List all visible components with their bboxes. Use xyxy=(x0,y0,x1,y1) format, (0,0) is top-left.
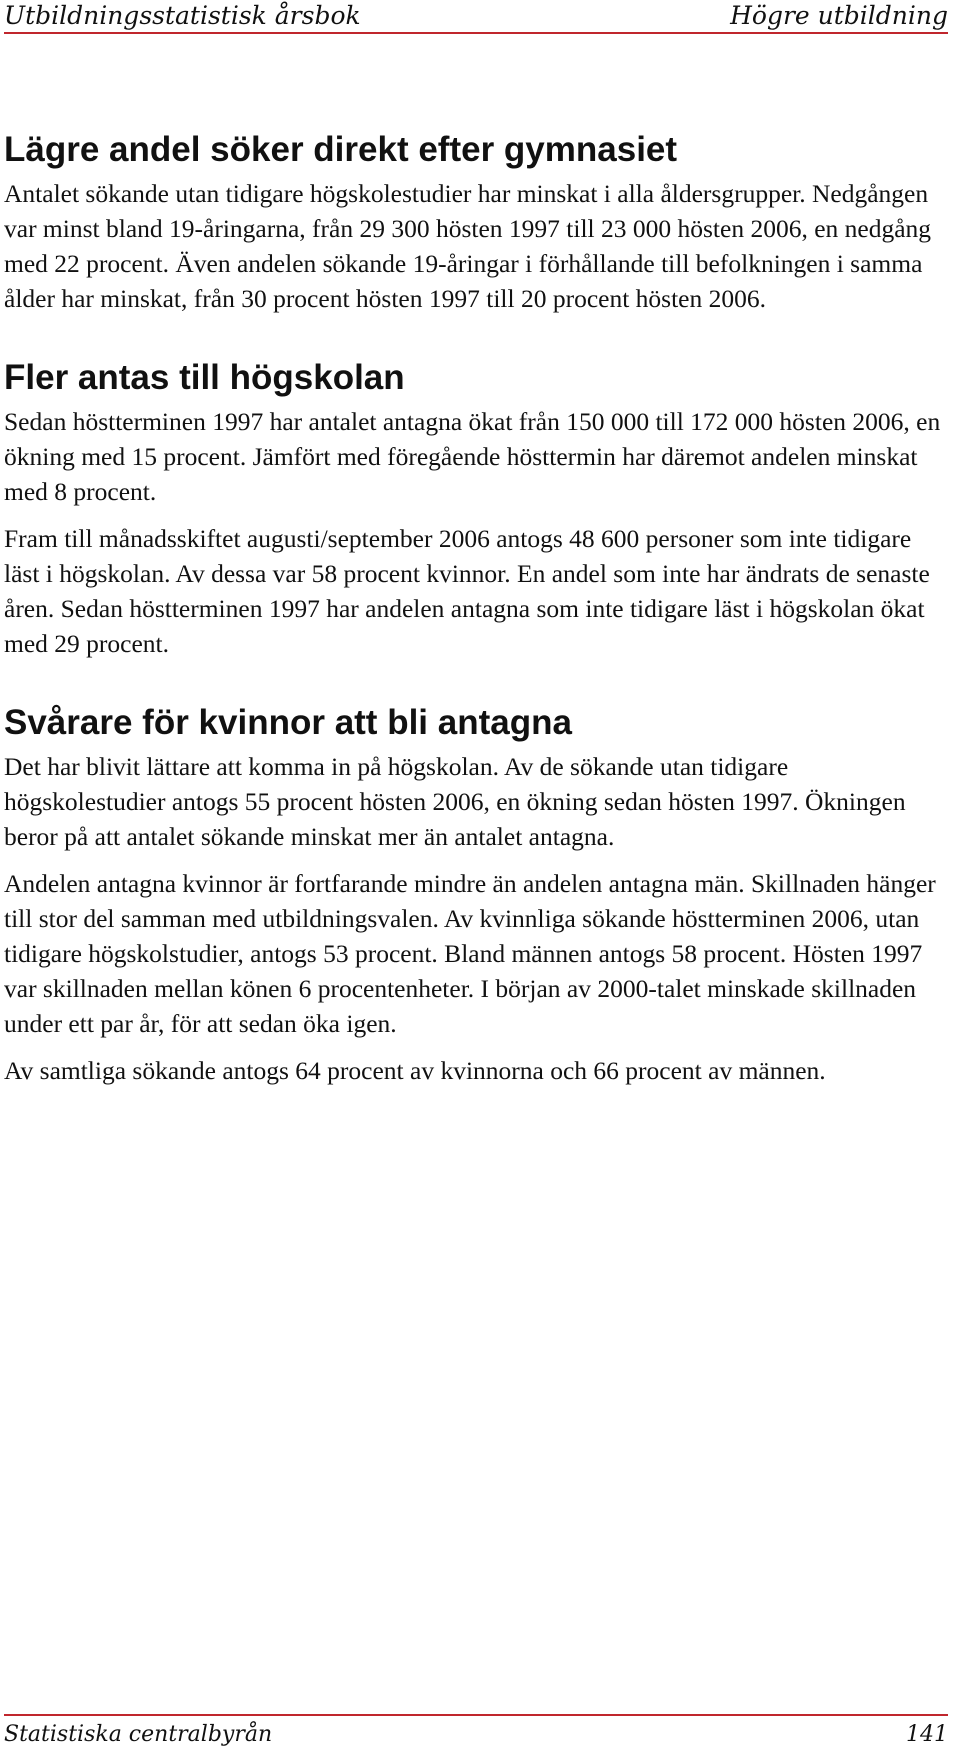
section-kvinnor xyxy=(4,703,948,1088)
body-paragraph: Av samtliga sökande antogs 64 procent av kvinnorna och 66 procent av männen. xyxy=(4,1056,826,1085)
section-heading: Svårare för kvinnor att bli antagna xyxy=(4,703,572,742)
running-header xyxy=(4,0,948,34)
section-sokande xyxy=(4,130,948,316)
body-paragraph: Andelen antagna kvinnor är fortfarande mindre än andelen antagna män. Skillnaden hänger till stor del samman med utbildningsvalen. Av kvinnliga sökande höstterminen 2006, utan tidigare högskolstudier, antogs 53 procent. Bland männen antogs 58 procent. Hösten 1997 var skillnaden mellan könen 6 procentenheter. I början av 2000-talet minskade skillnaden under ett par år, för att sedan öka igen. xyxy=(4,869,936,1038)
body-paragraph: Det har blivit lättare att komma in på högskolan. Av de sökande utan tidigare högskolestudier antogs 55 procent hösten 2006, en ökning sedan hösten 1997. Ökningen beror på att antalet sökande minskat mer än antalet antagna. xyxy=(4,752,906,851)
section-heading: Fler antas till högskolan xyxy=(4,358,405,397)
body-paragraph: Sedan höstterminen 1997 har antalet antagna ökat från 150 000 till 172 000 hösten 2006, en ökning med 15 procent. Jämfört med föregående hösttermin har däremot andelen minskat med 8 procent. xyxy=(4,407,941,506)
body-paragraph: Fram till månadsskiftet augusti/september 2006 antogs 48 600 personer som inte tidigare läst i högskolan. Av dessa var 58 procent kvinnor. En andel som inte har ändrats de senaste åren. Sedan höstterminen 1997 har andelen antagna som inte tidigare läst i högskolan ökat med 29 procent. xyxy=(4,524,930,658)
footer-publisher: Statistiska centralbyrån xyxy=(4,1722,273,1747)
header-chapter-title: Högre utbildning xyxy=(730,1,948,30)
running-footer xyxy=(4,1714,948,1756)
page-body xyxy=(4,130,948,1130)
section-heading: Lägre andel söker direkt efter gymnasiet xyxy=(4,130,678,169)
section-antagna xyxy=(4,358,948,661)
page-number: 141 xyxy=(906,1722,948,1747)
header-publication-title: Utbildningsstatistisk årsbok xyxy=(4,1,361,30)
body-paragraph: Antalet sökande utan tidigare högskolestudier har minskat i alla åldersgrupper. Nedgången var minst bland 19-åringarna, från 29 300 hösten 1997 till 23 000 hösten 2006, en nedgång med 22 procent. Även andelen sökande 19-åringar i förhållande till befolkningen i samma ålder har minskat, från 30 procent hösten 1997 till 20 procent hösten 2006. xyxy=(4,179,932,313)
